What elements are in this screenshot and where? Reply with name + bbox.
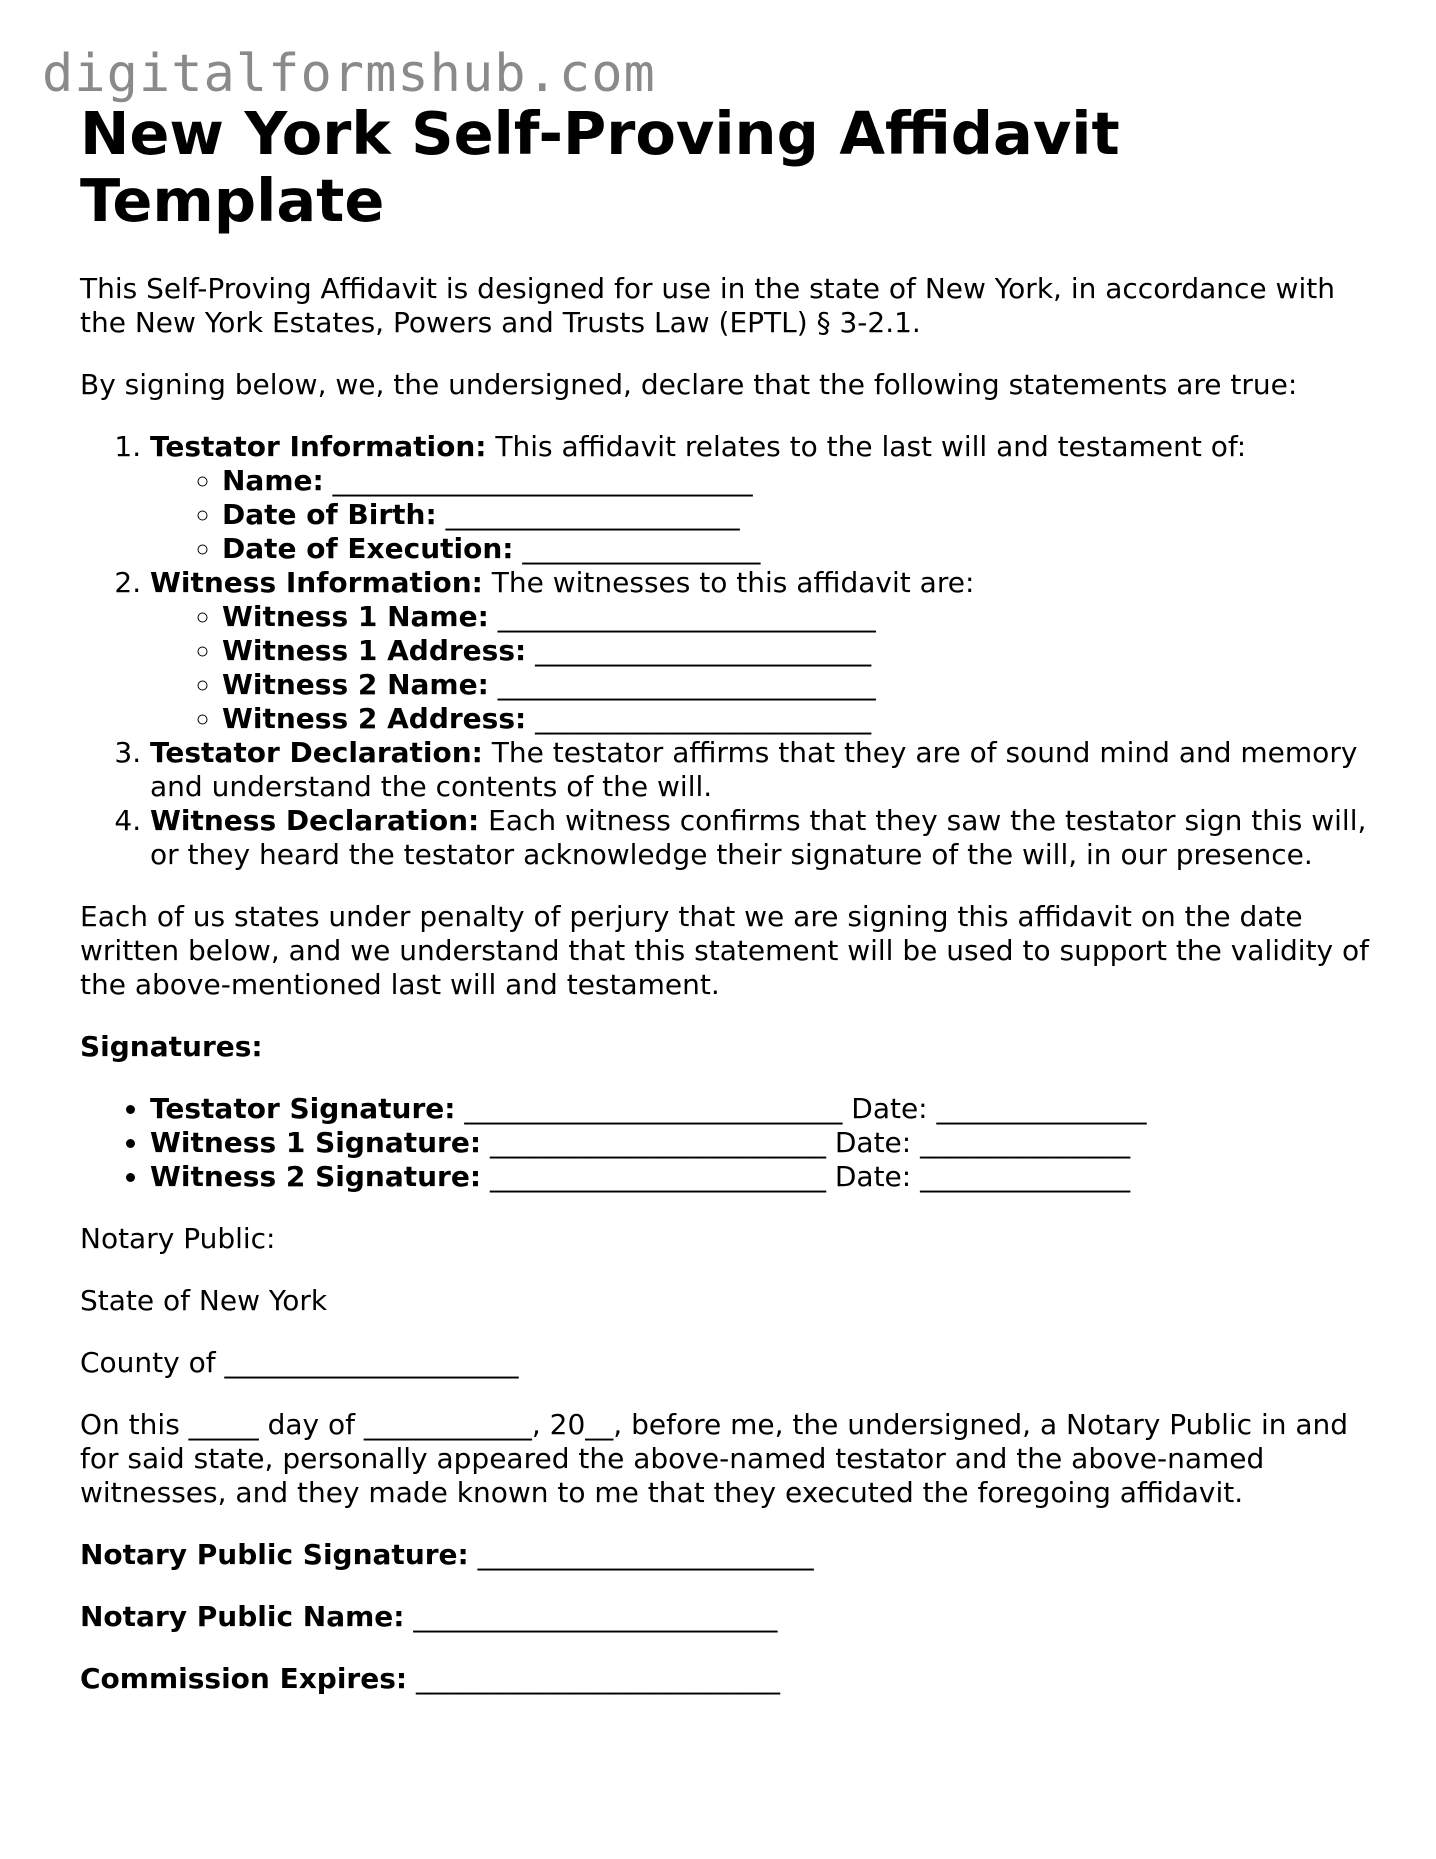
signature-blank: ___________________________ Date: _______________	[455, 1092, 1147, 1125]
notary-signature-label: Notary Public Signature:	[80, 1538, 469, 1571]
field-blank: ________________________	[526, 702, 872, 735]
page-title: New York Self-Proving Affidavit Template	[80, 99, 1120, 235]
testator-fields	[150, 464, 1380, 566]
witness-2-signature-line	[150, 1160, 1380, 1194]
item-label: Testator Information:	[150, 430, 487, 463]
signature-blank: ________________________ Date: _______________	[481, 1160, 1131, 1193]
commission-blank: __________________________	[407, 1662, 780, 1695]
field-label: Witness 2 Name:	[222, 668, 489, 701]
item-text: This affidavit relates to the last will and testament of:	[486, 430, 1247, 463]
item-label: Witness Declaration:	[150, 804, 480, 837]
notary-heading: Notary Public:	[80, 1222, 276, 1255]
notary-acknowledgment: On this _____ day of ____________, 20__, before me, the undersigned, a Notary Public in and for said state, personally appeared the above-named testator and the above-named witnesses, and they made known to me that they executed the foregoing affidavit.	[80, 1408, 1349, 1509]
notary-county: County of _____________________	[80, 1346, 519, 1379]
list-item	[150, 804, 1380, 872]
list-item	[150, 736, 1380, 804]
witness-1-name-field	[222, 600, 1380, 634]
field-blank: _____________________	[436, 498, 740, 531]
item-text: The testator affirms that they are of sound mind and memory and understand the contents of the will.	[150, 736, 1358, 803]
document-page	[80, 100, 1380, 1696]
field-blank: ___________________________	[488, 600, 876, 633]
watermark: digitalformshub.com	[42, 44, 656, 104]
list-item	[150, 430, 1380, 566]
field-blank: ________________________	[526, 634, 872, 667]
notary-name-line	[80, 1600, 1380, 1634]
witness-1-address-field	[222, 634, 1380, 668]
list-item	[150, 566, 1380, 736]
field-label: Date of Execution:	[222, 532, 514, 565]
commission-expires-line	[80, 1662, 1380, 1696]
notary-signature-blank: ________________________	[468, 1538, 814, 1571]
testator-name-field	[222, 464, 1380, 498]
commission-label: Commission Expires:	[80, 1662, 408, 1695]
testator-dob-field	[222, 498, 1380, 532]
statements-list	[80, 430, 1380, 872]
perjury-statement: Each of us states under penalty of perjury that we are signing this affidavit on the date written below, and we understand that this statement will be used to support the validity of the above-mentioned last will and testament.	[80, 900, 1370, 1001]
notary-state: State of New York	[80, 1284, 328, 1317]
notary-name-label: Notary Public Name:	[80, 1600, 405, 1633]
witness-fields	[150, 600, 1380, 736]
signature-label: Testator Signature:	[150, 1092, 456, 1125]
execution-date-field	[222, 532, 1380, 566]
item-label: Testator Declaration:	[150, 736, 483, 769]
intro-paragraph: This Self-Proving Affidavit is designed for use in the state of New York, in accordance with the New York Estates, Powers and Trusts Law (EPTL) § 3-2.1.	[80, 272, 1335, 339]
item-text: Each witness confirms that they saw the testator sign this will, or they heard the testator acknowledge their signature of the will, in our presence.	[150, 804, 1367, 871]
signatures-heading-text: Signatures:	[80, 1030, 263, 1063]
field-blank: ___________________________	[488, 668, 876, 701]
field-label: Witness 1 Address:	[222, 634, 527, 667]
field-blank: _________________	[513, 532, 761, 565]
witness-2-name-field	[222, 668, 1380, 702]
declaration-lead: By signing below, we, the undersigned, declare that the following statements are true:	[80, 368, 1298, 401]
notary-name-blank: __________________________	[404, 1600, 778, 1633]
item-label: Witness Information:	[150, 566, 483, 599]
field-label: Witness 1 Name:	[222, 600, 489, 633]
field-blank: ______________________________	[323, 464, 753, 497]
signatures-list	[80, 1092, 1380, 1194]
notary-signature-line	[80, 1538, 1380, 1572]
signatures-heading	[80, 1030, 1380, 1064]
witness-1-signature-line	[150, 1126, 1380, 1160]
signature-label: Witness 1 Signature:	[150, 1126, 482, 1159]
signature-label: Witness 2 Signature:	[150, 1160, 482, 1193]
item-text: The witnesses to this affidavit are:	[482, 566, 975, 599]
field-label: Date of Birth:	[222, 498, 437, 531]
testator-signature-line	[150, 1092, 1380, 1126]
field-label: Name:	[222, 464, 324, 497]
signature-blank: ________________________ Date: _______________	[481, 1126, 1131, 1159]
field-label: Witness 2 Address:	[222, 702, 527, 735]
witness-2-address-field	[222, 702, 1380, 736]
